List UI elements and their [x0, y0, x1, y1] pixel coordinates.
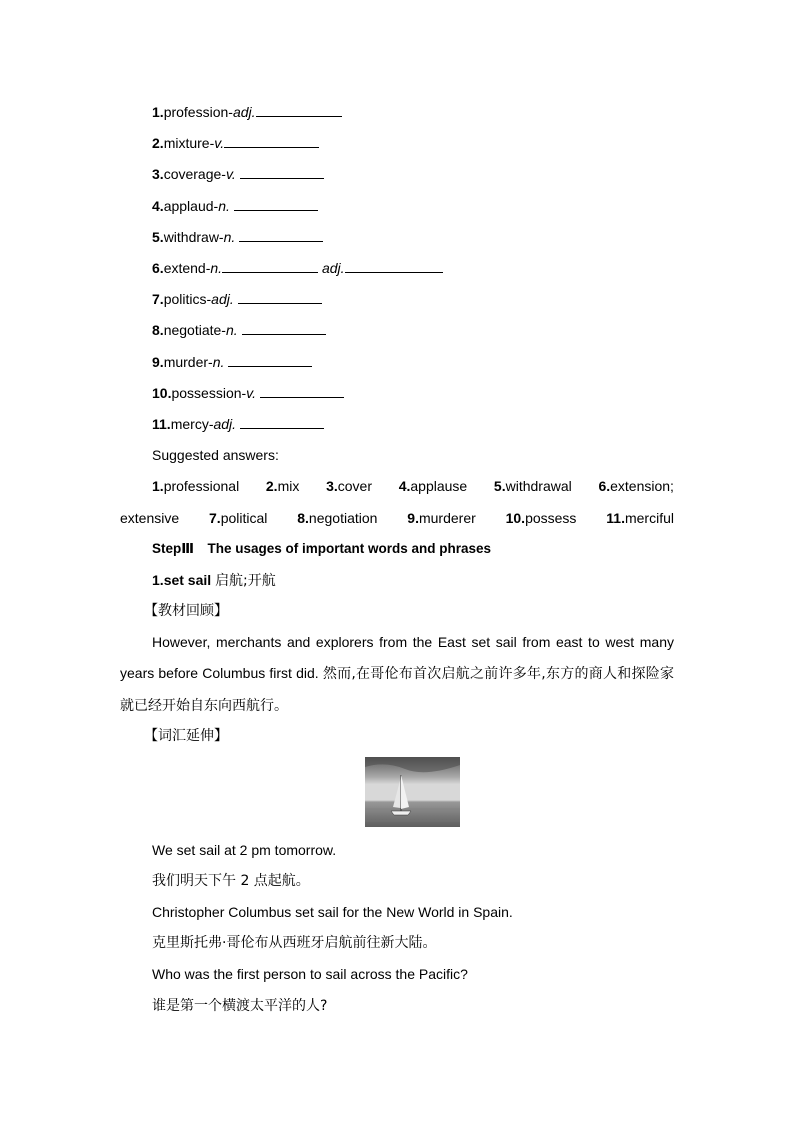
exercise-pos: v. [225, 166, 236, 182]
exercise-number: 2. [152, 135, 164, 151]
example-1-zh: 我们明天下午 2 点起航。 [152, 873, 310, 889]
example-2-en: Christopher Columbus set sail for the New World in Spain. [152, 904, 513, 920]
exercise-pos: adj. [213, 416, 237, 432]
suggested-answers-label: Suggested answers: [152, 447, 279, 463]
answers-row-2 [120, 509, 674, 527]
exercise-word: politics- [163, 291, 212, 307]
sailboat-photo [365, 757, 460, 827]
exercise-number: 9. [152, 354, 164, 370]
review-zh: 然而,在哥伦布首次启航之前许多年,东方的商人和探险家就已经开始自东向西航行。 [120, 666, 675, 714]
answer-item: 5.withdrawal [493, 478, 572, 494]
answer-item: 1.professional [152, 478, 240, 494]
exercise-word: possession- [171, 385, 247, 401]
exercise-pos: n. [212, 354, 225, 370]
exercise-word: coverage- [163, 166, 226, 182]
exercise-item-7 [152, 290, 322, 308]
phrase-zh: 启航;开航 [215, 573, 276, 589]
exercise-word: withdraw- [163, 229, 224, 245]
answer-blank[interactable] [240, 415, 324, 429]
exercise-word: murder- [163, 354, 213, 370]
answer-blank-2[interactable] [345, 259, 443, 273]
exercise-pos: v. [214, 135, 225, 151]
answer-blank[interactable] [222, 259, 318, 273]
answer-item: 11.merciful [606, 510, 674, 526]
exercise-item-6 [152, 259, 443, 277]
exercise-number: 4. [152, 198, 164, 214]
example-3-en: Who was the first person to sail across the Pacific? [152, 966, 468, 982]
exercise-item-4 [152, 197, 318, 215]
exercise-number: 7. [152, 291, 164, 307]
exercise-item-10 [152, 384, 344, 402]
answer-blank[interactable] [256, 103, 342, 117]
example-3-zh: 谁是第一个横渡太平洋的人? [152, 998, 328, 1014]
answer-item: 4.applause [398, 478, 468, 494]
exercise-word: applaud- [163, 198, 219, 214]
exercise-pos: n. [225, 322, 238, 338]
example-1-en: We set sail at 2 pm tomorrow. [152, 842, 337, 858]
exercise-number: 10. [152, 385, 172, 401]
exercise-item-2 [152, 134, 319, 152]
answers-row-1 [120, 477, 674, 495]
exercise-item-3 [152, 165, 324, 183]
answer-item: 7.political [209, 510, 268, 526]
step-heading: StepⅢ The usages of important words and phrases [152, 541, 492, 556]
answer-blank[interactable] [242, 321, 326, 335]
exercise-item-1 [152, 103, 342, 121]
exercise-number: 1. [152, 104, 164, 120]
answer-item: 2.mix [265, 478, 300, 494]
review-en: However, merchants and explorers from the East set sail from east to west many years before Columbus first did. [120, 634, 674, 681]
phrase-number: 1. [152, 572, 164, 588]
exercise-pos: adj. [211, 291, 234, 307]
vocab-extension-heading: 【词汇延伸】 [144, 728, 228, 744]
exercise-number: 6. [152, 260, 164, 276]
answer-item: 6.extension; [598, 478, 674, 494]
answer-blank[interactable] [228, 353, 312, 367]
textbook-review-heading: 【教材回顾】 [144, 603, 228, 619]
phrase-heading [152, 571, 276, 590]
exercise-pos: n. [223, 229, 236, 245]
exercise-pos: adj. [232, 104, 256, 120]
answer-blank[interactable] [238, 290, 322, 304]
exercise-item-9 [152, 353, 312, 371]
answer-item: 3.cover [326, 478, 372, 494]
answer-blank[interactable] [239, 228, 323, 242]
exercise-number: 8. [152, 322, 164, 338]
exercise-word: mixture- [163, 135, 215, 151]
exercise-item-8 [152, 321, 326, 339]
exercise-number: 3. [152, 166, 164, 182]
exercise-pos: n. [218, 198, 230, 214]
exercise-pos-2: adj. [321, 260, 345, 276]
example-2-zh: 克里斯托弗·哥伦布从西班牙启航前往新大陆。 [152, 935, 437, 951]
answer-blank[interactable] [234, 197, 318, 211]
answer-item: 9.murderer [407, 510, 476, 526]
review-paragraph [120, 627, 674, 722]
phrase-en: set sail [163, 572, 212, 588]
answer-blank[interactable] [260, 384, 344, 398]
exercise-word: extend- [163, 260, 211, 276]
exercise-pos: n. [210, 260, 223, 276]
exercise-number: 11. [152, 416, 171, 432]
answer-item: extensive [120, 510, 180, 526]
answer-blank[interactable] [240, 165, 324, 179]
exercise-number: 5. [152, 229, 164, 245]
exercise-pos: v. [246, 385, 257, 401]
answer-item: 8.negotiation [297, 510, 378, 526]
exercise-word: mercy- [170, 416, 214, 432]
exercise-word: profession- [163, 104, 233, 120]
answer-blank[interactable] [224, 134, 319, 148]
answer-item: 10.possess [505, 510, 577, 526]
exercise-item-5 [152, 228, 323, 246]
exercise-item-11 [152, 415, 324, 433]
exercise-word: negotiate- [163, 322, 226, 338]
